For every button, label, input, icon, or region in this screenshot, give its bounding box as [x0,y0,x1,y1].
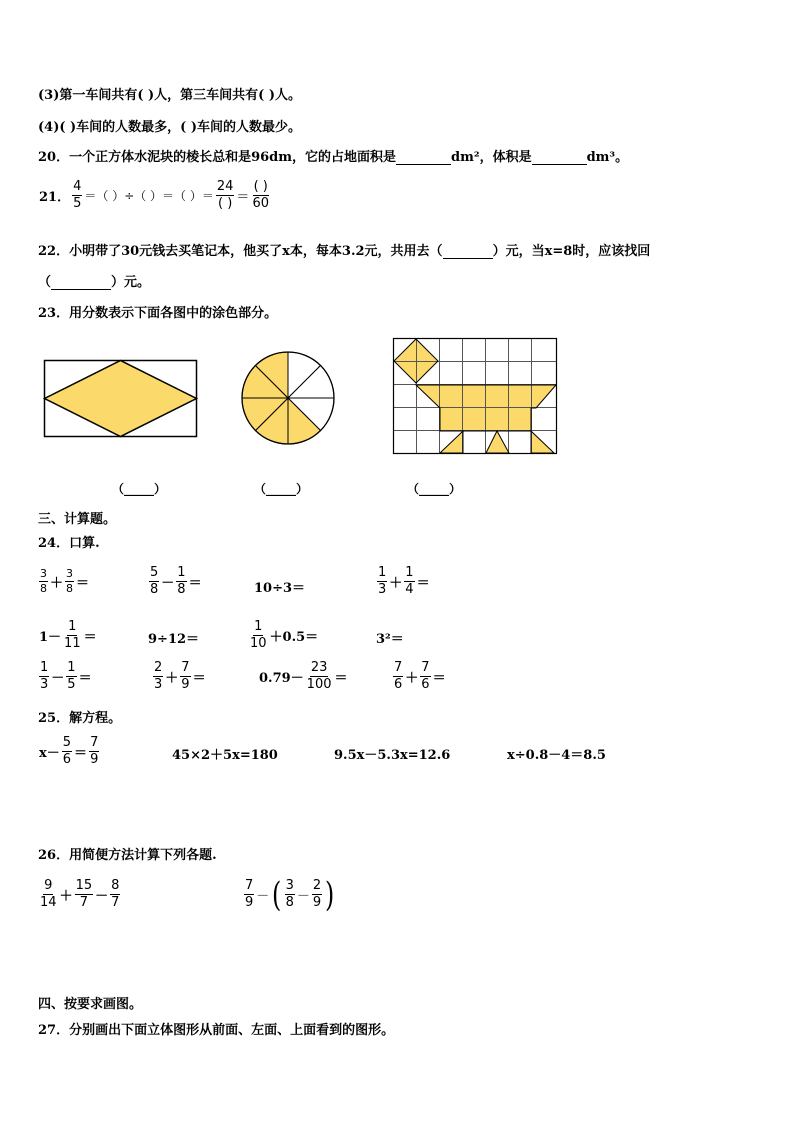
q22-line1: 22．小明带了30元钱去买笔记本，他买了x本，每本3.2元，共用去（ ）元，当x=8时，应该找回 [38,244,651,259]
q22-blank-change[interactable] [51,275,111,290]
q24-expr-1: $\frac{3}{8}$ ＋ $\frac{3}{8}$ ＝ [40,567,90,595]
figure-grid-shape [393,338,559,458]
q20-blank-area[interactable] [396,150,451,165]
q24-expr-2: $\frac{5}{8}$ － $\frac{1}{8}$ ＝ [150,565,202,597]
q27-text: 27．分别画出下面立体图形从前面、左面、上面看到的图形。 [38,1023,395,1038]
q22-line2: （ ）元。 [38,275,151,290]
q20-prefix: 20．一个正方体水泥块的棱长总和是96dm，它的占地面积是 [38,150,397,165]
q26-expr-1: $\frac{9}{14}$ ＋ $\frac{15}{7}$ － $\frac{8}{7}$ [40,878,120,910]
figure-rectangle-rhombus [44,360,198,438]
q22-blank-cost[interactable] [443,244,493,259]
q24-expr-8: 3²＝ [376,632,404,647]
q24-expr-3: 10÷3＝ [254,581,306,596]
q26-title: 26．用简便方法计算下列各题. [38,848,217,863]
q20-suffix: dm³。 [586,150,629,165]
q24-expr-12: $\frac{7}{6}$ ＋ $\frac{7}{6}$ ＝ [394,660,446,692]
q25-equation-2: 45×2＋5x=180 [172,748,278,763]
q24-expr-7: $\frac{1}{10}$ ＋0.5＝ [250,619,319,651]
q19-part4: (4)( )车间的人数最多，( )车间的人数最少。 [38,120,302,135]
figure-circle-eighths [240,350,336,446]
q25-equation-4: x÷0.8－4＝8.5 [507,748,606,763]
q21-fraction-3[interactable]: $\frac{( )}{60}$ [252,179,269,211]
q24-title: 24．口算. [38,536,100,551]
q20 [38,146,628,165]
q21-fraction-2[interactable]: $\frac{24}{( )}$ [216,179,234,211]
q24-expr-9: $\frac{1}{3}$ － $\frac{1}{5}$ ＝ [40,660,92,692]
q25-equation-1: x－ $\frac{5}{6}$ ＝ $\frac{7}{9}$ [39,735,99,767]
q20-mid: dm²，体积是 [451,150,532,165]
q23-answer-1[interactable]: （_____） [112,482,167,496]
q24-expr-10: $\frac{2}{3}$ ＋ $\frac{7}{9}$ ＝ [154,660,206,692]
q19-part3: (3)第一车间共有( )人，第三车间共有( )人。 [38,88,302,103]
q21-label: 21． [39,190,71,205]
q23-text: 23．用分数表示下面各图中的涂色部分。 [38,306,278,321]
q25-equation-3: 9.5x－5.3x=12.6 [334,748,451,763]
q24-expr-11: 0.79－ $\frac{23}{100}$ ＝ [259,660,348,692]
section-4-title: 四、按要求画图。 [38,997,143,1012]
q26-expr-2: $\frac{7}{9}$ － ( $\frac{3}{8}$ － $\frac{2}{9}$ ) [245,874,335,915]
q25-title: 25．解方程。 [38,711,122,726]
q21-fraction-1: $\frac{4}{5}$ [73,179,82,211]
q20-blank-volume[interactable] [532,150,587,165]
q21-blanks[interactable]: ＝（ ）÷（ ）＝（ ）＝ [84,189,214,203]
q24-expr-5: 1－ $\frac{1}{11}$ ＝ [39,619,97,651]
q23-answer-3[interactable]: （_____） [407,482,462,496]
q24-expr-4: $\frac{1}{3}$ ＋ $\frac{1}{4}$ ＝ [378,565,430,597]
section-3-title: 三、计算题。 [38,512,117,527]
q23-answer-2[interactable]: （_____） [254,482,309,496]
q24-expr-6: 9÷12＝ [148,632,200,647]
q21: 21． $\frac{4}{5}$ ＝（ ）÷（ ）＝（ ）＝ $\frac{24}{( )}$ ＝ $\frac{( )}{60}$ [39,179,269,211]
